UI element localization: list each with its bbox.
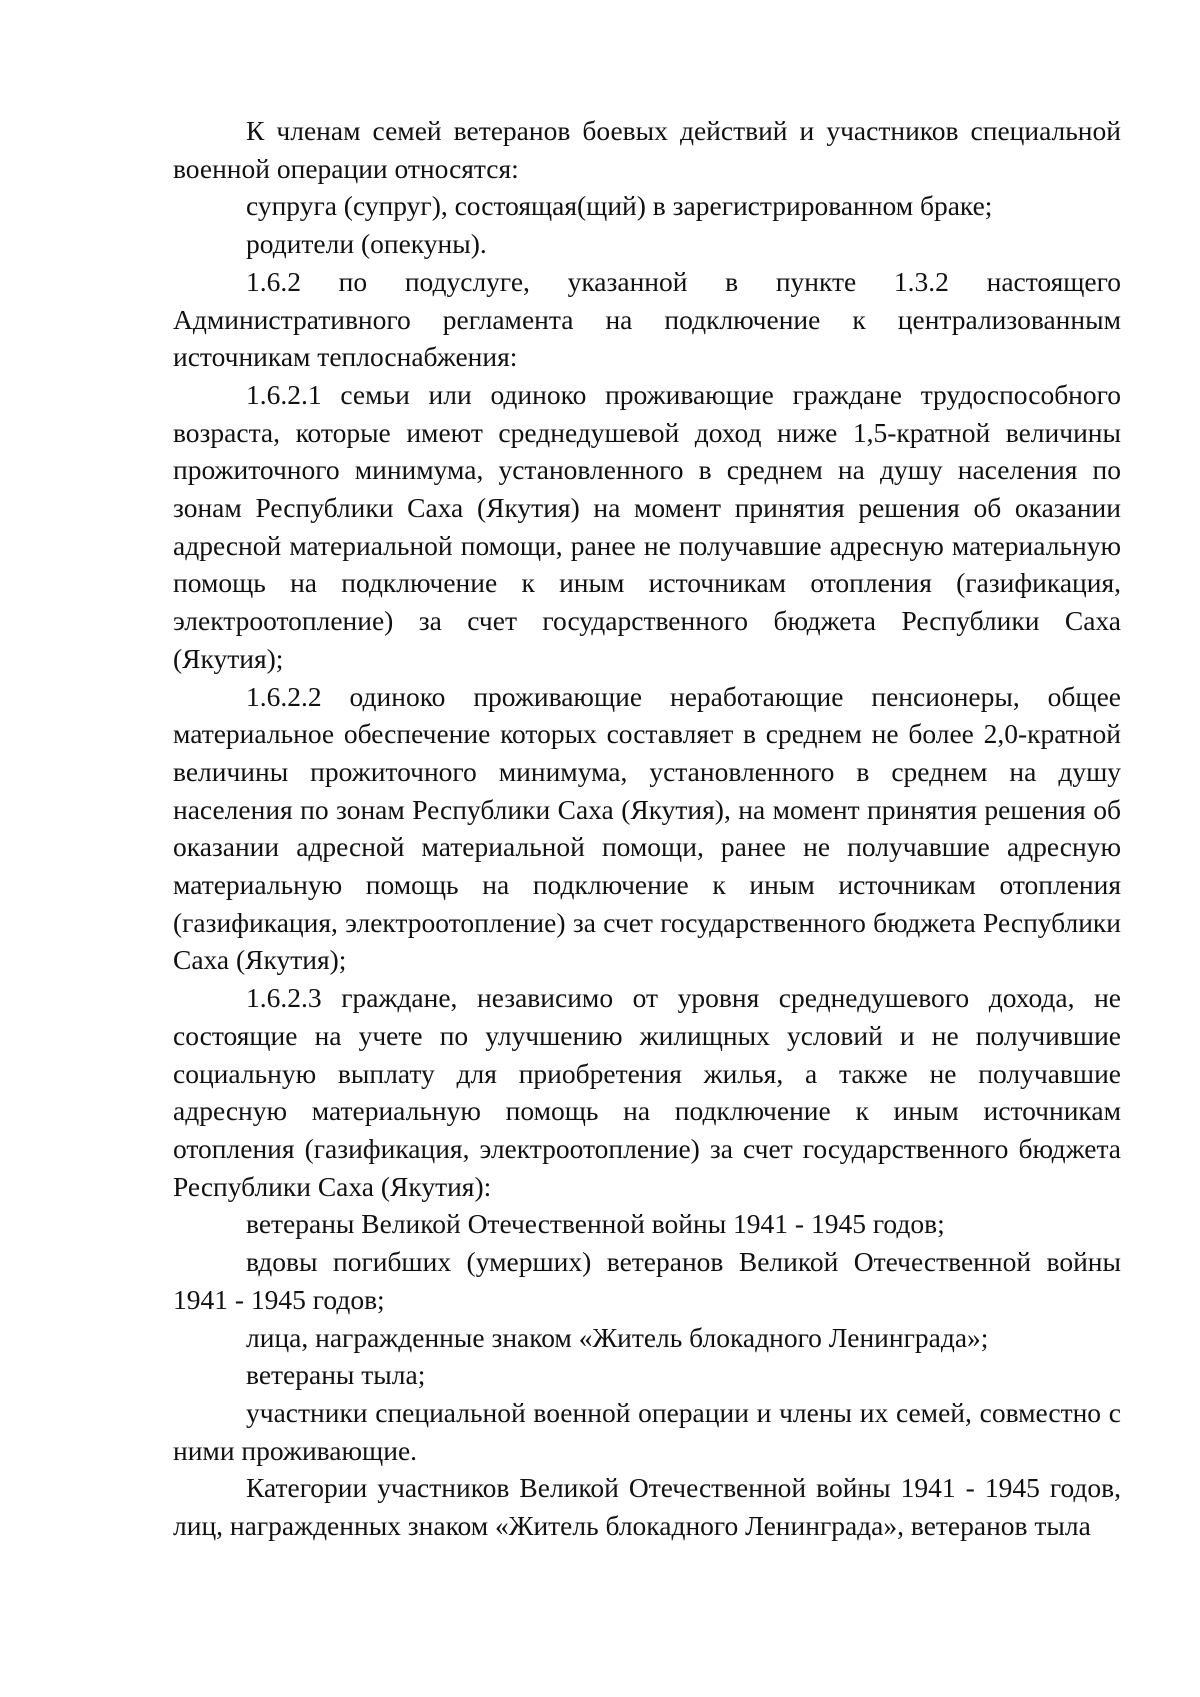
document-body — [173, 112, 1121, 1545]
paragraph-widows: вдовы погибших (умерших) ветеранов Великой Отечественной войны 1941 - 1945 годов; — [173, 1246, 1121, 1315]
paragraph-1-6-2-3: 1.6.2.3 граждане, независимо от уровня среднедушевого дохода, не состоящие на учете по улучшению жилищных условий и не получившие социальную выплату для приобретения жилья, а также не получавшие адресную материальную помощь на подключение к иным источникам отопления (газификация, электроотопление) за счет государственного бюджета Республики Саха (Якутия): — [173, 982, 1121, 1202]
paragraph-home-front-veterans: ветераны тыла; — [246, 1359, 426, 1391]
paragraph-parents: родители (опекуны). — [246, 228, 487, 260]
paragraph-1-6-2-1: 1.6.2.1 семьи или одиноко проживающие граждане трудоспособного возраста, которые имеют среднедушевой доход ниже 1,5-кратной величины прожиточного минимума, установленного в среднем на душу населения по зонам Республики Саха (Якутия) на момент принятия решения об оказании адресной материальной помощи, ранее не получавшие адресную материальную помощь на подключение к иным источникам отопления (газификация, электроотопление) за счет государственного бюджета Республики Саха (Якутия); — [173, 378, 1121, 674]
paragraph-categories: Категории участников Великой Отечественной войны 1941 - 1945 годов, лиц, награжденных знаком «Житель блокадного Ленинграда», ветеранов тыла — [173, 1472, 1121, 1542]
paragraph-svo-participants: участники специальной военной операции и члены их семей, совместно с ними проживающие. — [173, 1396, 1121, 1466]
paragraph-1-6-2: 1.6.2 по подуслуге, указанной в пункте 1.3.2 настоящего Административного регламента на подключение к централизованным источникам теплоснабжения: — [173, 265, 1121, 373]
paragraph-family-members-intro: К членам семей ветеранов боевых действий и участников специальной военной операции относятся: — [173, 115, 1121, 184]
paragraph-wwii-veterans: ветераны Великой Отечественной войны 1941 - 1945 годов; — [246, 1208, 945, 1240]
paragraph-1-6-2-2: 1.6.2.2 одиноко проживающие неработающие пенсионеры, общее материальное обеспечение которых составляет в среднем не более 2,0-кратной величины прожиточного минимума, установленного в среднем на душу населения по зонам Республики Саха (Якутия), на момент принятия решения об оказании адресной материальной помощи, ранее не получавшие адресную материальную помощь на подключение к иным источникам отопления (газификация, электроотопление) за счет государственного бюджета Республики Саха (Якутия); — [173, 680, 1121, 976]
paragraph-leningrad-residents: лица, награжденные знаком «Житель блокадного Ленинграда»; — [246, 1321, 989, 1353]
paragraph-spouse: супруга (супруг), состоящая(щий) в зарегистрированном браке; — [246, 190, 993, 222]
